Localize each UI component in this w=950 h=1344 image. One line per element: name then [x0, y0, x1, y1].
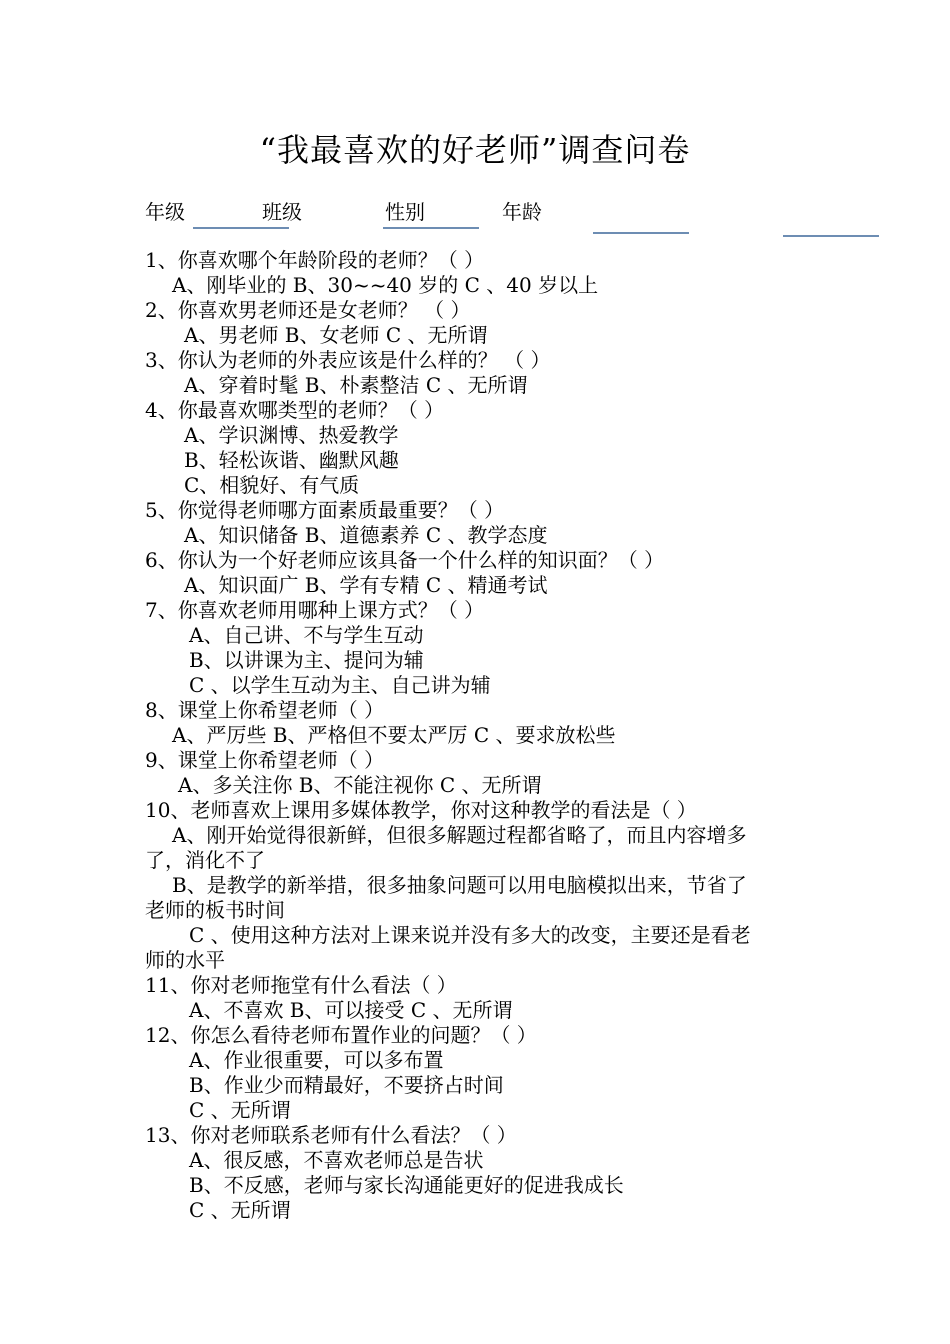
- question-6-options: A、知识面广 B、学有专精 C 、精通考试: [184, 573, 548, 597]
- question-2: 2、你喜欢男老师还是女老师？ （ ）: [145, 298, 471, 322]
- question-5: 5、你觉得老师哪方面素质最重要？（ ）: [145, 498, 505, 522]
- question-2-options: A、男老师 B、女老师 C 、无所谓: [184, 323, 488, 347]
- question-4-option-a: A、学识渊博、热爱教学: [184, 423, 399, 447]
- gender-blank[interactable]: [593, 232, 689, 234]
- gender-label: 性别: [385, 200, 425, 224]
- question-9: 9、课堂上你希望老师（ ）: [145, 748, 385, 772]
- question-10-option-a: A、刚开始觉得很新鲜，但很多解题过程都省略了，而且内容增多: [172, 823, 747, 847]
- question-1-options: A、刚毕业的 B、30~~40 岁的 C 、40 岁以上: [172, 273, 599, 297]
- question-12-option-b: B、作业少而精最好，不要挤占时间: [189, 1073, 504, 1097]
- question-8-options: A、严厉些 B、严格但不要太严厉 C 、要求放松些: [172, 723, 616, 747]
- question-12: 12、你怎么看待老师布置作业的问题？（ ）: [145, 1023, 537, 1047]
- class-label: 班级: [262, 200, 302, 224]
- question-10-option-c-cont: 师的水平: [145, 948, 225, 972]
- question-7-option-c: C 、以学生互动为主、自己讲为辅: [189, 673, 491, 697]
- age-blank[interactable]: [783, 235, 879, 237]
- question-8: 8、课堂上你希望老师（ ）: [145, 698, 385, 722]
- question-11-options: A、不喜欢 B、可以接受 C 、无所谓: [189, 998, 513, 1022]
- question-13-option-a: A、很反感，不喜欢老师总是告状: [189, 1148, 484, 1172]
- question-7-option-a: A、自己讲、不与学生互动: [189, 623, 424, 647]
- question-10-option-a-cont: 了，消化不了: [145, 848, 265, 872]
- question-4: 4、你最喜欢哪类型的老师？（ ）: [145, 398, 445, 422]
- question-11: 11、你对老师拖堂有什么看法（ ）: [145, 973, 457, 997]
- question-4-option-c: C、相貌好、有气质: [184, 473, 360, 497]
- question-5-options: A、知识储备 B、道德素养 C 、教学态度: [184, 523, 548, 547]
- question-10-option-b-cont: 老师的板书时间: [145, 898, 285, 922]
- question-10-option-c: C 、使用这种方法对上课来说并没有多大的改变，主要还是看老: [189, 923, 751, 947]
- age-label: 年龄: [502, 200, 542, 224]
- question-3-options: A、穿着时髦 B、朴素整洁 C 、无所谓: [184, 373, 528, 397]
- question-7-option-b: B、以讲课为主、提问为辅: [189, 648, 424, 672]
- grade-blank[interactable]: [193, 227, 289, 229]
- question-4-option-b: B、轻松诙谐、幽默风趣: [184, 448, 399, 472]
- question-12-option-a: A、作业很重要，可以多布置: [189, 1048, 444, 1072]
- question-10: 10、老师喜欢上课用多媒体教学，你对这种教学的看法是（ ）: [145, 798, 697, 822]
- question-10-option-b: B、是教学的新举措，很多抽象问题可以用电脑模拟出来，节省了: [172, 873, 747, 897]
- question-3: 3、你认为老师的外表应该是什么样的？ （ ）: [145, 348, 551, 372]
- question-12-option-c: C 、无所谓: [189, 1098, 291, 1122]
- student-info-row: [0, 198, 950, 242]
- question-13: 13、你对老师联系老师有什么看法？（ ）: [145, 1123, 517, 1147]
- question-7: 7、你喜欢老师用哪种上课方式？（ ）: [145, 598, 485, 622]
- page-title: “我最喜欢的好老师”调查问卷: [259, 131, 691, 169]
- class-blank[interactable]: [383, 227, 479, 229]
- question-6: 6、你认为一个好老师应该具备一个什么样的知识面？（ ）: [145, 548, 665, 572]
- question-9-options: A、多关注你 B、不能注视你 C 、无所谓: [178, 773, 542, 797]
- grade-label: 年级: [145, 200, 185, 224]
- question-13-option-c: C 、无所谓: [189, 1198, 291, 1222]
- question-13-option-b: B、不反感，老师与家长沟通能更好的促进我成长: [189, 1173, 624, 1197]
- question-1: 1、你喜欢哪个年龄阶段的老师？（ ）: [145, 248, 485, 272]
